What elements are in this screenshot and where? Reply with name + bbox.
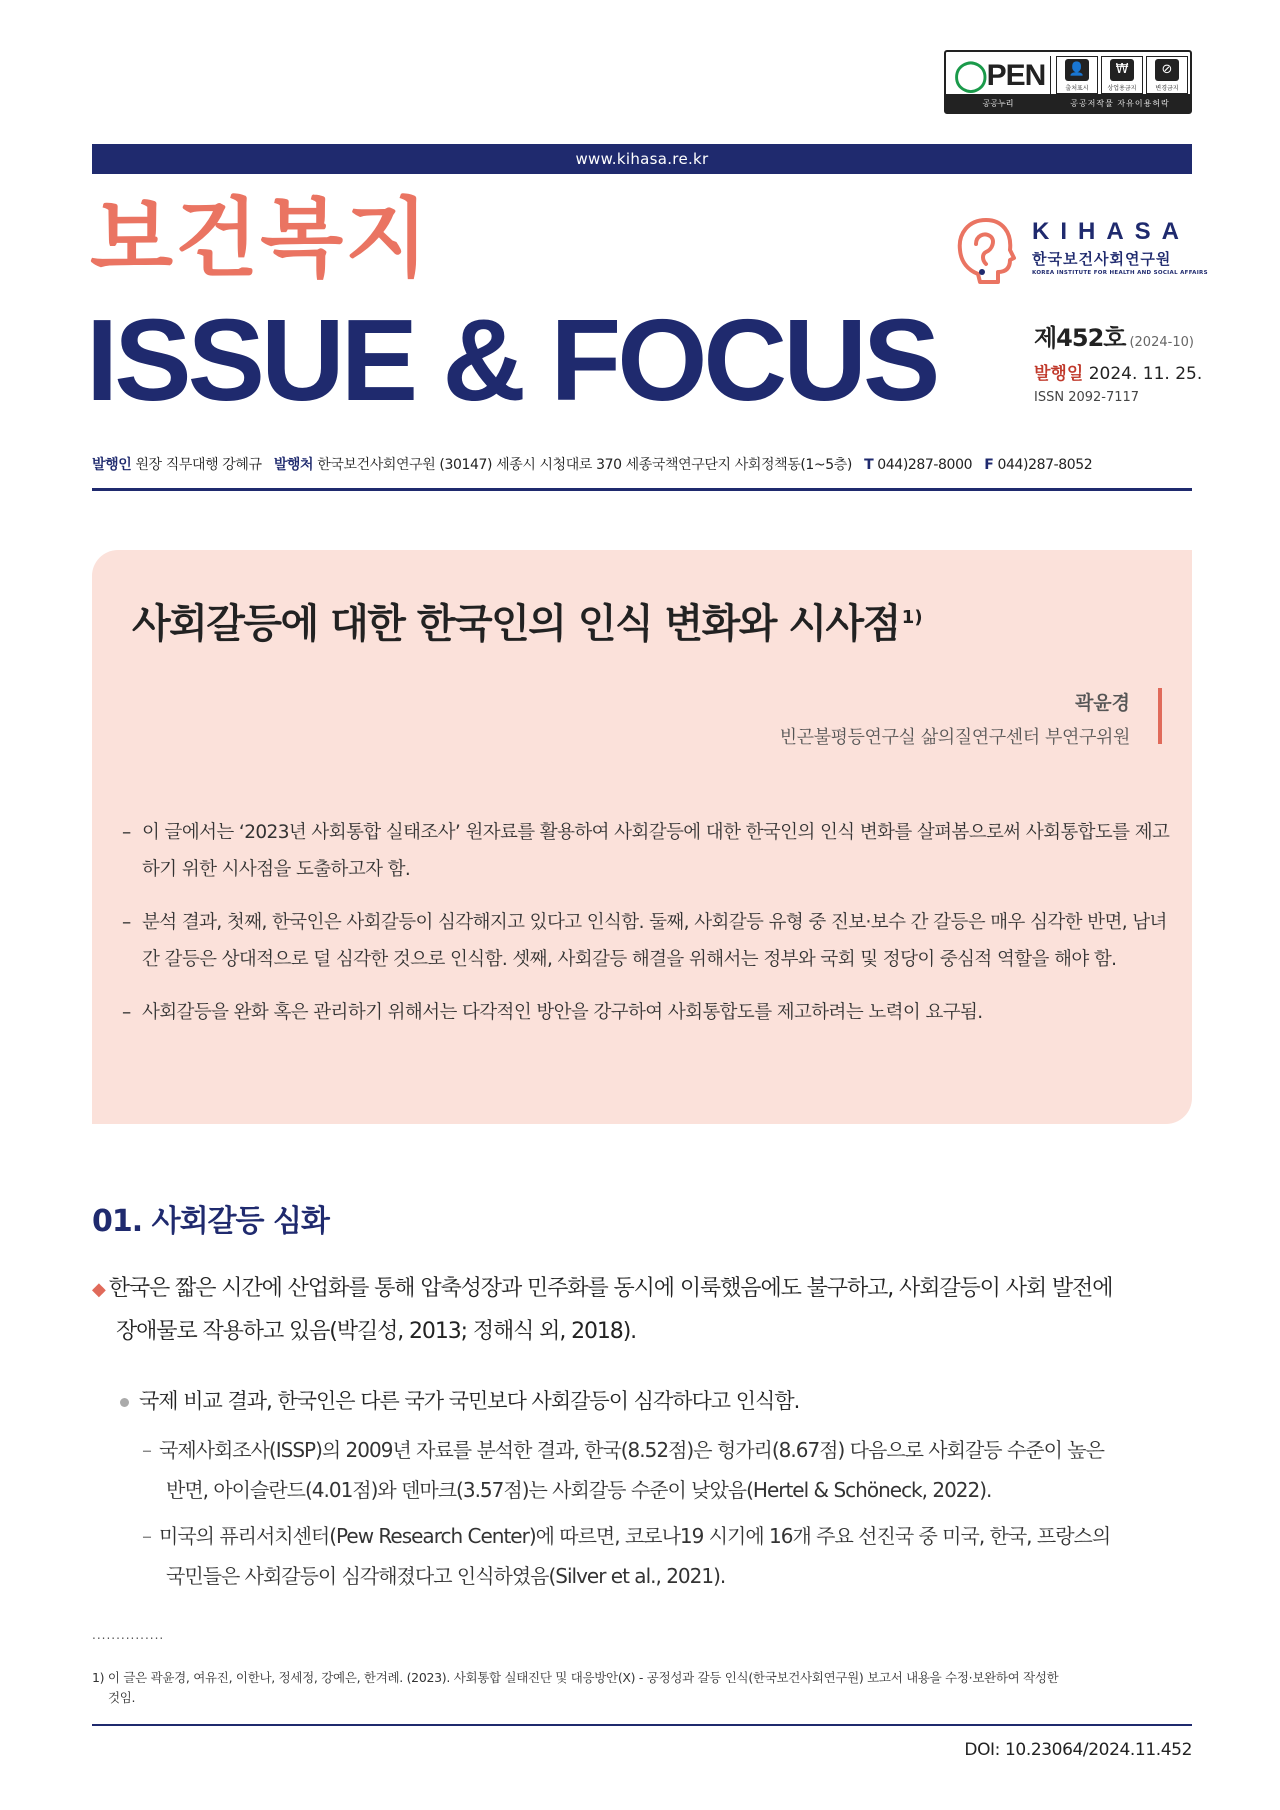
office-address: 한국보건사회연구원 (30147) 세종시 시청대로 370 세종국책연구단지 사회정책동(1~5층) bbox=[317, 457, 852, 473]
dot-bullet-icon bbox=[120, 1398, 129, 1407]
open-logo-o: ◯ bbox=[954, 59, 987, 92]
summary-box bbox=[92, 550, 1192, 1124]
publisher-label: 발행인 bbox=[92, 457, 132, 473]
issue-date: 2024. 11. 25. bbox=[1088, 364, 1203, 384]
footnote-text-cont: 것임. bbox=[108, 1690, 136, 1705]
header-divider bbox=[92, 488, 1192, 491]
issue-number: 제452호 bbox=[1034, 324, 1126, 352]
office-label: 발행처 bbox=[273, 457, 314, 473]
head-profile-icon bbox=[952, 214, 1022, 286]
no-change-icon: ⊘ 변경금지 bbox=[1146, 56, 1188, 94]
website-url-band[interactable]: www.kihasa.re.kr bbox=[92, 144, 1192, 174]
kihasa-logo bbox=[952, 214, 1208, 284]
dash-bullet-icon: – bbox=[142, 1438, 151, 1462]
issn: ISSN 2092-7117 bbox=[1034, 390, 1140, 405]
article-title-text: 사회갈등에 대한 한국인의 인식 변화와 시사점 bbox=[132, 601, 900, 647]
issue-date-label: 발행일 bbox=[1034, 364, 1084, 384]
badge-caption-left: 공공누리 bbox=[982, 98, 1014, 108]
person-icon: 👤 출처표시 bbox=[1056, 56, 1098, 94]
author-block bbox=[780, 688, 1130, 749]
logo-name-korean: 한국보건사회연구원 bbox=[1032, 250, 1172, 268]
tel-label: T bbox=[864, 457, 874, 473]
license-icons bbox=[1056, 56, 1188, 94]
license-label-attribution: 출처표시 bbox=[1065, 85, 1089, 92]
main-bullet-cont: 장애물로 작용하고 있음(박길성, 2013; 정해식 외, 2018). bbox=[116, 1319, 637, 1344]
dash-item-cont: 반면, 아이슬란드(4.01점)와 덴마크(3.57점)는 사회갈등 수준이 낮았음(Hertel & Schöneck, 2022). bbox=[166, 1478, 992, 1502]
summary-points bbox=[122, 814, 1172, 1047]
sub-bullet-text: 국제 비교 결과, 한국인은 다른 국가 국민보다 사회갈등이 심각하다고 인식함. bbox=[139, 1389, 800, 1413]
main-bullet-text: 한국은 짧은 시간에 산업화를 통해 압축성장과 민주화를 동시에 이룩했음에도 불구하고, 사회갈등이 사회 발전에 bbox=[108, 1276, 1113, 1301]
badge-caption-bar bbox=[946, 94, 1190, 112]
logo-name-subtitle: KOREA INSTITUTE FOR HEALTH AND SOCIAL AFFAIRS bbox=[1032, 270, 1208, 276]
open-license-badge bbox=[944, 50, 1192, 114]
footnote-ref[interactable]: 1) bbox=[901, 606, 923, 628]
won-icon: ₩ 상업용금지 bbox=[1101, 56, 1143, 94]
issue-code: (2024-10) bbox=[1129, 335, 1194, 350]
issue-info bbox=[1034, 318, 1204, 405]
fax-label: F bbox=[984, 457, 994, 473]
publisher-name: 원장 직무대행 강혜규 bbox=[135, 457, 262, 473]
author-accent-bar bbox=[1158, 688, 1162, 744]
author-name: 곽윤경 bbox=[1074, 692, 1130, 714]
masthead-title-korean: 보건복지 bbox=[90, 189, 431, 289]
summary-point: – 사회갈등을 완화 혹은 관리하기 위해서는 다각적인 방안을 강구하여 사회통합도를 제고하려는 노력이 요구됨. bbox=[122, 994, 1172, 1031]
open-logo-text bbox=[954, 58, 1045, 93]
doi-link[interactable]: DOI: 10.23064/2024.11.452 bbox=[964, 1740, 1192, 1760]
tel-number: 044)287-8000 bbox=[877, 457, 973, 473]
summary-point: – 이 글에서는 ‘2023년 사회통합 실태조사’ 원자료를 활용하여 사회갈등에 대한 한국인의 인식 변화를 살펴봄으로써 사회통합도를 제고하기 위한 시사점을 도출하고자 함. bbox=[122, 814, 1172, 888]
logo-name-english: KIHASA bbox=[1032, 218, 1191, 245]
footnote bbox=[92, 1668, 1202, 1708]
issue-date-line bbox=[1034, 359, 1204, 384]
fax-number: 044)287-8052 bbox=[997, 457, 1093, 473]
footer-divider bbox=[92, 1724, 1192, 1726]
license-label-noderivs: 변경금지 bbox=[1155, 85, 1179, 92]
issue-number-line bbox=[1034, 318, 1204, 353]
publisher-line bbox=[92, 454, 1192, 474]
article-title bbox=[132, 592, 923, 649]
summary-point: – 분석 결과, 첫째, 한국인은 사회갈등이 심각해지고 있다고 인식함. 둘째, 사회갈등 유형 중 진보·보수 간 갈등은 매우 심각한 반면, 남녀 간 갈등은 상대적으로 덜 심각한 것으로 인식함. 셋째, 사회갈등 해결을 위해서는 정부와 국회 및 정당이 중심적 역할을 해야 함. bbox=[122, 904, 1172, 978]
dash-item-cont: 국민들은 사회갈등이 심각해졌다고 인식하였음(Silver et al., 2021). bbox=[166, 1564, 726, 1588]
dash-item-text: 국제사회조사(ISSP)의 2009년 자료를 분석한 결과, 한국(8.52점)은 헝가리(8.67점) 다음으로 사회갈등 수준이 높은 bbox=[159, 1438, 1104, 1462]
sub-bullet bbox=[120, 1384, 799, 1418]
diamond-bullet-icon: ◆ bbox=[92, 1279, 105, 1300]
badge-caption-right: 공공저작물 자유이용허락 bbox=[1070, 98, 1170, 108]
main-bullet bbox=[92, 1268, 1202, 1353]
author-affiliation: 빈곤불평등연구실 삶의질연구센터 부연구위원 bbox=[779, 727, 1130, 748]
open-logo-pen: PEN bbox=[986, 59, 1046, 92]
dash-item-text: 미국의 퓨리서치센터(Pew Research Center)에 따르면, 코로나19 시기에 16개 주요 선진국 중 미국, 한국, 프랑스의 bbox=[159, 1524, 1111, 1548]
dash-bullet-icon: – bbox=[142, 1524, 151, 1548]
license-label-noncommercial: 상업용금지 bbox=[1107, 85, 1137, 92]
footnote-separator: ............... bbox=[92, 1628, 165, 1642]
section-heading: 01. 사회갈등 심화 bbox=[92, 1204, 329, 1239]
masthead-title-english: ISSUE & FOCUS bbox=[86, 295, 937, 425]
footnote-text: 1) 이 글은 곽윤경, 여유진, 이한나, 정세정, 강예은, 한겨례. (2023). 사회통합 실태진단 및 대응방안(X) - 공정성과 갈등 인식(한국보건사회연구원) 보고서 내용을 수정·보완하여 작성한 bbox=[92, 1670, 1059, 1685]
dash-item bbox=[142, 1430, 1202, 1510]
badge-separator bbox=[1050, 56, 1051, 94]
dash-item bbox=[142, 1516, 1202, 1596]
